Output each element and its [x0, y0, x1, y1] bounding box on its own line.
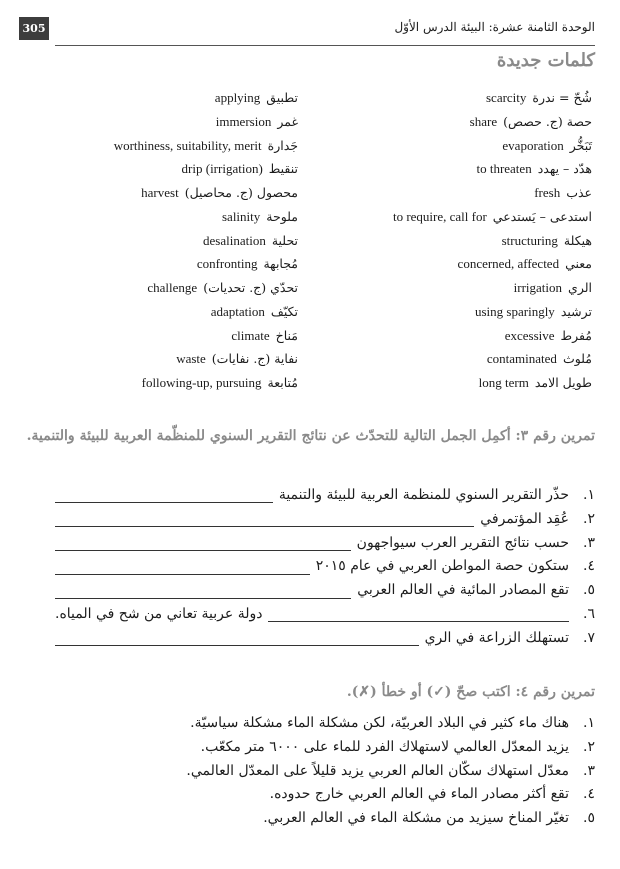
- vocab-arabic: مُتابعة: [267, 375, 298, 390]
- page-header: [0, 12, 620, 46]
- exercise3-title: تمرين رقم ٣: أكمِل الجمل التالية للتحدّث عن نتائج التقرير السنوي للمنظّمة العربية للبيئة والتنمية.: [26, 428, 595, 444]
- vocab-english: evaporation: [502, 137, 564, 153]
- vocab-arabic: تحدّي (ج. تحديات): [203, 280, 298, 295]
- vocab-arabic: نفاية (ج. نفايات): [211, 351, 298, 367]
- item-number: ٣.: [583, 534, 595, 551]
- vocab-arabic: استدعى – يَستدعي: [492, 208, 592, 224]
- vocab-entry: [147, 280, 298, 296]
- vocab-entry: [176, 351, 298, 367]
- sentence-text: عُقِد المؤتمرفي: [480, 510, 569, 527]
- vocab-english: climate: [231, 327, 270, 343]
- vocab-arabic: شُحّ = ندرة: [532, 90, 592, 105]
- vocab-english: to threaten: [476, 161, 532, 177]
- vocab-arabic: جَدارة: [267, 137, 298, 153]
- sentence-text: حذّر التقرير السنوي للمنظمة العربية للبيئة والتنمية: [278, 487, 569, 503]
- vocab-entry: [502, 138, 592, 154]
- vocab-english: using sparingly: [475, 303, 555, 319]
- vocab-entry: [197, 256, 298, 272]
- vocab-english: challenge: [147, 280, 198, 295]
- vocab-english: immersion: [215, 113, 272, 129]
- vocab-entry: [502, 233, 592, 249]
- vocab-english: fresh: [534, 185, 561, 200]
- vocab-entry: [215, 90, 298, 106]
- vocab-english: confronting: [196, 256, 258, 272]
- exercise3-item: [55, 603, 595, 627]
- statement-text: تغيّر المناخ سيزيد من مشكلة الماء في العالم العربي.: [263, 810, 569, 827]
- sentence-text: تستهلك الزراعة في الري: [424, 629, 569, 646]
- item-number: ٦.: [583, 605, 595, 622]
- vocab-arabic: محصول (ج. محاصيل): [184, 185, 298, 200]
- vocab-english: scarcity: [485, 90, 527, 105]
- item-number: ٤.: [583, 558, 595, 575]
- exercise4-item: [55, 783, 595, 807]
- page-number: 305: [19, 17, 49, 40]
- vocab-arabic: تنقيط: [268, 161, 298, 177]
- item-number: ٤.: [583, 786, 595, 803]
- item-number: ١.: [583, 715, 595, 731]
- running-title: الوحدة الثامنة عشرة: البيئة الدرس الأوّل: [394, 20, 595, 34]
- vocab-arabic: مَناخ: [275, 327, 298, 343]
- exercise3-item: [55, 555, 595, 579]
- vocab-english: to require, call for: [392, 208, 487, 224]
- sentence-text: حسب نتائج التقرير العرب سيواجهون: [356, 534, 569, 551]
- exercise3-item: [55, 484, 595, 508]
- sentence-text: تقع المصادر المائية في العالم العربي: [357, 582, 569, 599]
- vocab-arabic: طويل الامد: [534, 375, 592, 390]
- vocab-arabic: حصة (ج. حصص): [503, 113, 592, 129]
- vocab-arabic: هدّد – يهدد: [537, 161, 592, 177]
- answer-blank[interactable]: [55, 536, 351, 551]
- vocab-entry: [222, 209, 298, 225]
- vocab-arabic: هيكلة: [563, 232, 592, 248]
- vocab-entry: [114, 138, 298, 154]
- statement-text: يزيد المعدّل العالمي لاستهلاك الفرد للماء على ٦٠٠٠ متر مكعّب.: [200, 738, 569, 755]
- item-number: ٣.: [583, 762, 595, 779]
- item-number: ٧.: [583, 629, 595, 646]
- vocab-entry: [479, 375, 592, 391]
- vocab-arabic: عذب: [566, 185, 592, 200]
- vocab-entry: [216, 114, 298, 130]
- vocab-arabic: تحلية: [271, 232, 298, 248]
- vocab-arabic: مُجابهة: [263, 256, 298, 272]
- vocab-english: contaminated: [486, 351, 557, 367]
- vocab-english: structuring: [501, 232, 558, 248]
- vocab-english: long term: [478, 375, 529, 390]
- vocab-arabic: ترشيد: [560, 303, 592, 319]
- vocab-english: following-up, pursuing: [141, 375, 262, 390]
- vocab-english: waste: [176, 351, 206, 367]
- exercise3-list: [55, 484, 595, 651]
- answer-blank[interactable]: [268, 607, 569, 622]
- exercise4-item: [55, 736, 595, 760]
- exercise4-item: [55, 760, 595, 784]
- vocab-arabic: معني: [565, 256, 592, 272]
- item-number: ٥.: [583, 810, 595, 827]
- vocab-entry: [487, 351, 592, 367]
- vocab-arabic: تَبَخُّر: [569, 137, 592, 153]
- vocab-arabic: مُلوث: [562, 351, 592, 367]
- vocab-english: worthiness, suitability, merit: [113, 137, 262, 153]
- vocab-arabic: مُفرط: [560, 327, 592, 343]
- vocab-entry: [211, 304, 298, 320]
- vocab-entry: [514, 280, 592, 296]
- header-rule: [55, 45, 595, 46]
- sentence-text: دولة عربية تعاني من شح في المياه.: [55, 605, 263, 622]
- statement-text: تقع أكثر مصادر الماء في العالم العربي خارج حدوده.: [269, 786, 569, 803]
- vocab-arabic: تطبيق: [266, 90, 298, 105]
- vocab-entry: [534, 185, 592, 201]
- answer-blank[interactable]: [55, 512, 474, 527]
- vocab-arabic: غمر: [277, 113, 298, 129]
- vocab-arabic: تكيّف: [270, 303, 298, 319]
- answer-blank[interactable]: [55, 560, 310, 575]
- vocab-english: share: [469, 113, 498, 129]
- vocab-english: concerned, affected: [457, 256, 560, 272]
- vocab-entry: [470, 114, 592, 130]
- item-number: ١.: [583, 487, 595, 503]
- vocab-english: applying: [214, 90, 261, 105]
- vocab-entry: [142, 375, 298, 391]
- vocab-arabic: ملوحة: [266, 208, 298, 224]
- vocab-english: desalination: [203, 232, 266, 248]
- vocab-entry: [476, 161, 592, 177]
- item-number: ٥.: [583, 582, 595, 599]
- vocab-entry: [182, 161, 298, 177]
- statement-text: معدّل استهلاك سكّان العالم العربي يزيد قليلاً على المعدّل العالمي.: [186, 762, 569, 779]
- vocab-english: excessive: [504, 327, 555, 343]
- exercise3-item: [55, 627, 595, 651]
- exercise4-item: [55, 712, 595, 736]
- vocab-entry: [393, 209, 592, 225]
- vocab-english: drip (irrigation): [181, 161, 263, 177]
- exercise4-title: تمرين رقم ٤: اكتب صحّ (✓) أو خطأ (✗).: [346, 684, 595, 700]
- vocab-entry: [475, 304, 592, 320]
- vocab-english: harvest: [141, 185, 179, 200]
- item-number: ٢.: [583, 738, 595, 755]
- answer-blank[interactable]: [55, 631, 419, 646]
- statement-text: هناك ماء كثير في البلاد العربيّة، لكن مشكلة الماء مشكلة سياسيّة.: [190, 715, 569, 731]
- sentence-text: ستكون حصة المواطن العربي في عام ٢٠١٥: [315, 558, 569, 575]
- exercise3-item: [55, 532, 595, 556]
- vocab-english: salinity: [221, 208, 261, 224]
- exercise3-item: [55, 508, 595, 532]
- vocab-arabic: الري: [568, 280, 592, 295]
- exercise4-item: [55, 807, 595, 831]
- vocab-entry: [505, 328, 592, 344]
- vocab-entry: [486, 90, 592, 106]
- answer-blank[interactable]: [55, 488, 273, 503]
- item-number: ٢.: [583, 510, 595, 527]
- answer-blank[interactable]: [55, 584, 351, 599]
- vocab-english: irrigation: [513, 280, 563, 295]
- exercise4-list: [55, 712, 595, 831]
- vocab-entry: [141, 185, 298, 201]
- exercise3-item: [55, 579, 595, 603]
- vocab-english: adaptation: [210, 303, 265, 319]
- vocab-title: كلمات جديدة: [496, 50, 595, 71]
- vocab-entry: [458, 256, 592, 272]
- vocab-entry: [231, 328, 298, 344]
- vocab-entry: [203, 233, 298, 249]
